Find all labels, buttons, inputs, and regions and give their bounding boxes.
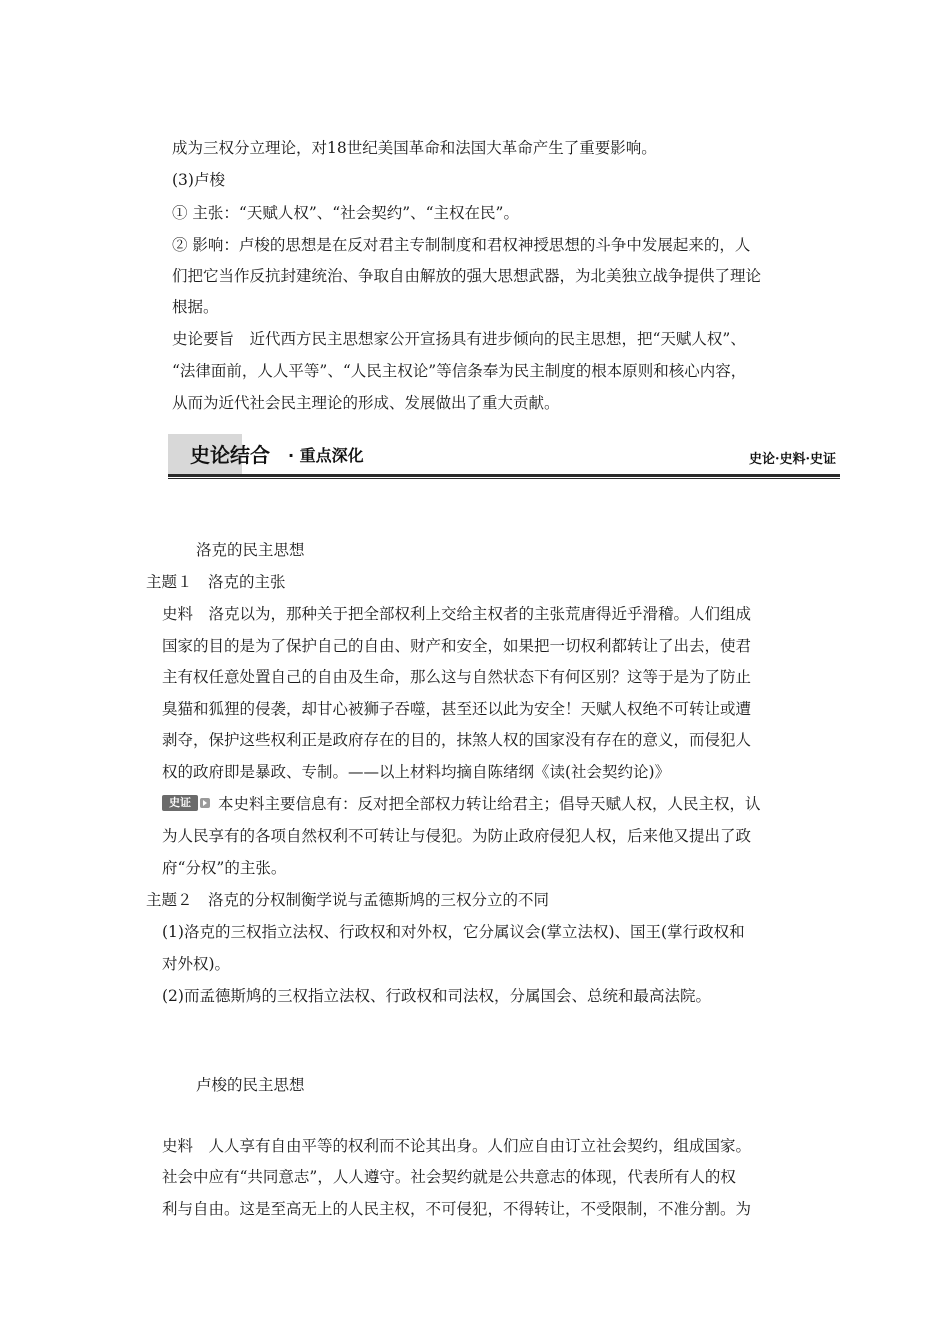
evidence-line — [162, 794, 761, 814]
subsection-heading-rousseau: (3)卢梭 — [172, 171, 225, 189]
source-text-line: 利与自由。这是至高无上的人民主权，不可侵犯，不得转让，不受限制，不准分割。为 — [162, 1200, 752, 1218]
banner-rule — [168, 474, 840, 477]
source-text-line: 史料 洛克以为，那种关于把全部权利上交给主权者的主张荒唐得近乎滑稽。人们组成 — [162, 605, 752, 623]
banner-rule-thin — [168, 478, 840, 479]
summary-text-line: 从而为近代社会民主理论的形成、发展做出了重大贡献。 — [172, 394, 560, 412]
source-text-line: 权的政府即是暴政、专制。——以上材料均摘自陈绪纲《读(社会契约论)》 — [162, 763, 671, 781]
body-text-line: ① 主张：“天赋人权”、“社会契约”、“主权在民”。 — [172, 204, 519, 222]
evidence-text: 本史料主要信息有：反对把全部权力转让给君主；倡导天赋人权，人民主权，认 — [218, 795, 761, 813]
play-arrow-icon — [200, 798, 210, 808]
banner-subtitle: · 重点深化 — [288, 446, 364, 465]
source-text-line: 臭猫和狐狸的侵袭，却甘心被狮子吞噬，甚至还以此为安全！天赋人权绝不可转让或遭 — [162, 700, 752, 718]
topic-text-line: 对外权)。 — [162, 955, 231, 973]
topic-title: 主题１ 洛克的主张 — [146, 573, 286, 591]
body-text-line: 根据。 — [172, 298, 219, 316]
body-text-line: 们把它当作反抗封建统治、争取自由解放的强大思想武器，为北美独立战争提供了理论 — [172, 267, 762, 285]
banner-right-text: 史论·史料·史证 — [748, 452, 836, 467]
banner-title: 史论结合 — [190, 443, 270, 467]
section-heading-locke: 洛克的民主思想 — [196, 541, 305, 559]
summary-text-line: “法律面前，人人平等”、“人民主权论”等信条奉为民主制度的根本原则和核心内容， — [172, 362, 747, 380]
source-text-line: 剥夺，保护这些权利正是政府存在的目的，抹煞人权的国家没有存在的意义，而侵犯人 — [162, 731, 752, 749]
topic-text-line: (2)而孟德斯鸠的三权指立法权、行政权和司法权，分属国会、总统和最高法院。 — [162, 987, 711, 1005]
source-text-line: 史料 人人享有自由平等的权利而不论其出身。人们应自由订立社会契约，组成国家。 — [162, 1137, 752, 1155]
body-text-line: ② 影响：卢梭的思想是在反对君主专制制度和君权神授思想的斗争中发展起来的，人 — [172, 236, 751, 254]
body-text-line: 成为三权分立理论，对18世纪美国革命和法国大革命产生了重要影响。 — [172, 139, 657, 157]
source-text-line: 主有权任意处置自己的自由及生命，那么这与自然状态下有何区别？这等于是为了防止 — [162, 668, 752, 686]
topic-title: 主题２ 洛克的分权制衡学说与孟德斯鸠的三权分立的不同 — [146, 891, 550, 909]
section-banner — [168, 434, 840, 478]
summary-text-line: 史论要旨 近代西方民主思想家公开宣扬具有进步倾向的民主思想，把“天赋人权”、 — [172, 330, 746, 348]
topic-text-line: (1)洛克的三权指立法权、行政权和对外权，它分属议会(掌立法权)、国王(掌行政权和 — [162, 923, 745, 941]
section-heading-rousseau: 卢梭的民主思想 — [196, 1076, 305, 1094]
source-text-line: 社会中应有“共同意志”，人人遵守。社会契约就是公共意志的体现，代表所有人的权 — [162, 1168, 736, 1186]
source-text-line: 国家的目的是为了保护自己的自由、财产和安全，如果把一切权利都转让了出去，使君 — [162, 637, 752, 655]
evidence-text-line: 府“分权”的主张。 — [162, 859, 287, 877]
evidence-text-line: 为人民享有的各项自然权利不可转让与侵犯。为防止政府侵犯人权，后来他又提出了政 — [162, 827, 752, 845]
evidence-badge-label: 史证 — [162, 795, 198, 811]
evidence-badge — [162, 795, 210, 811]
